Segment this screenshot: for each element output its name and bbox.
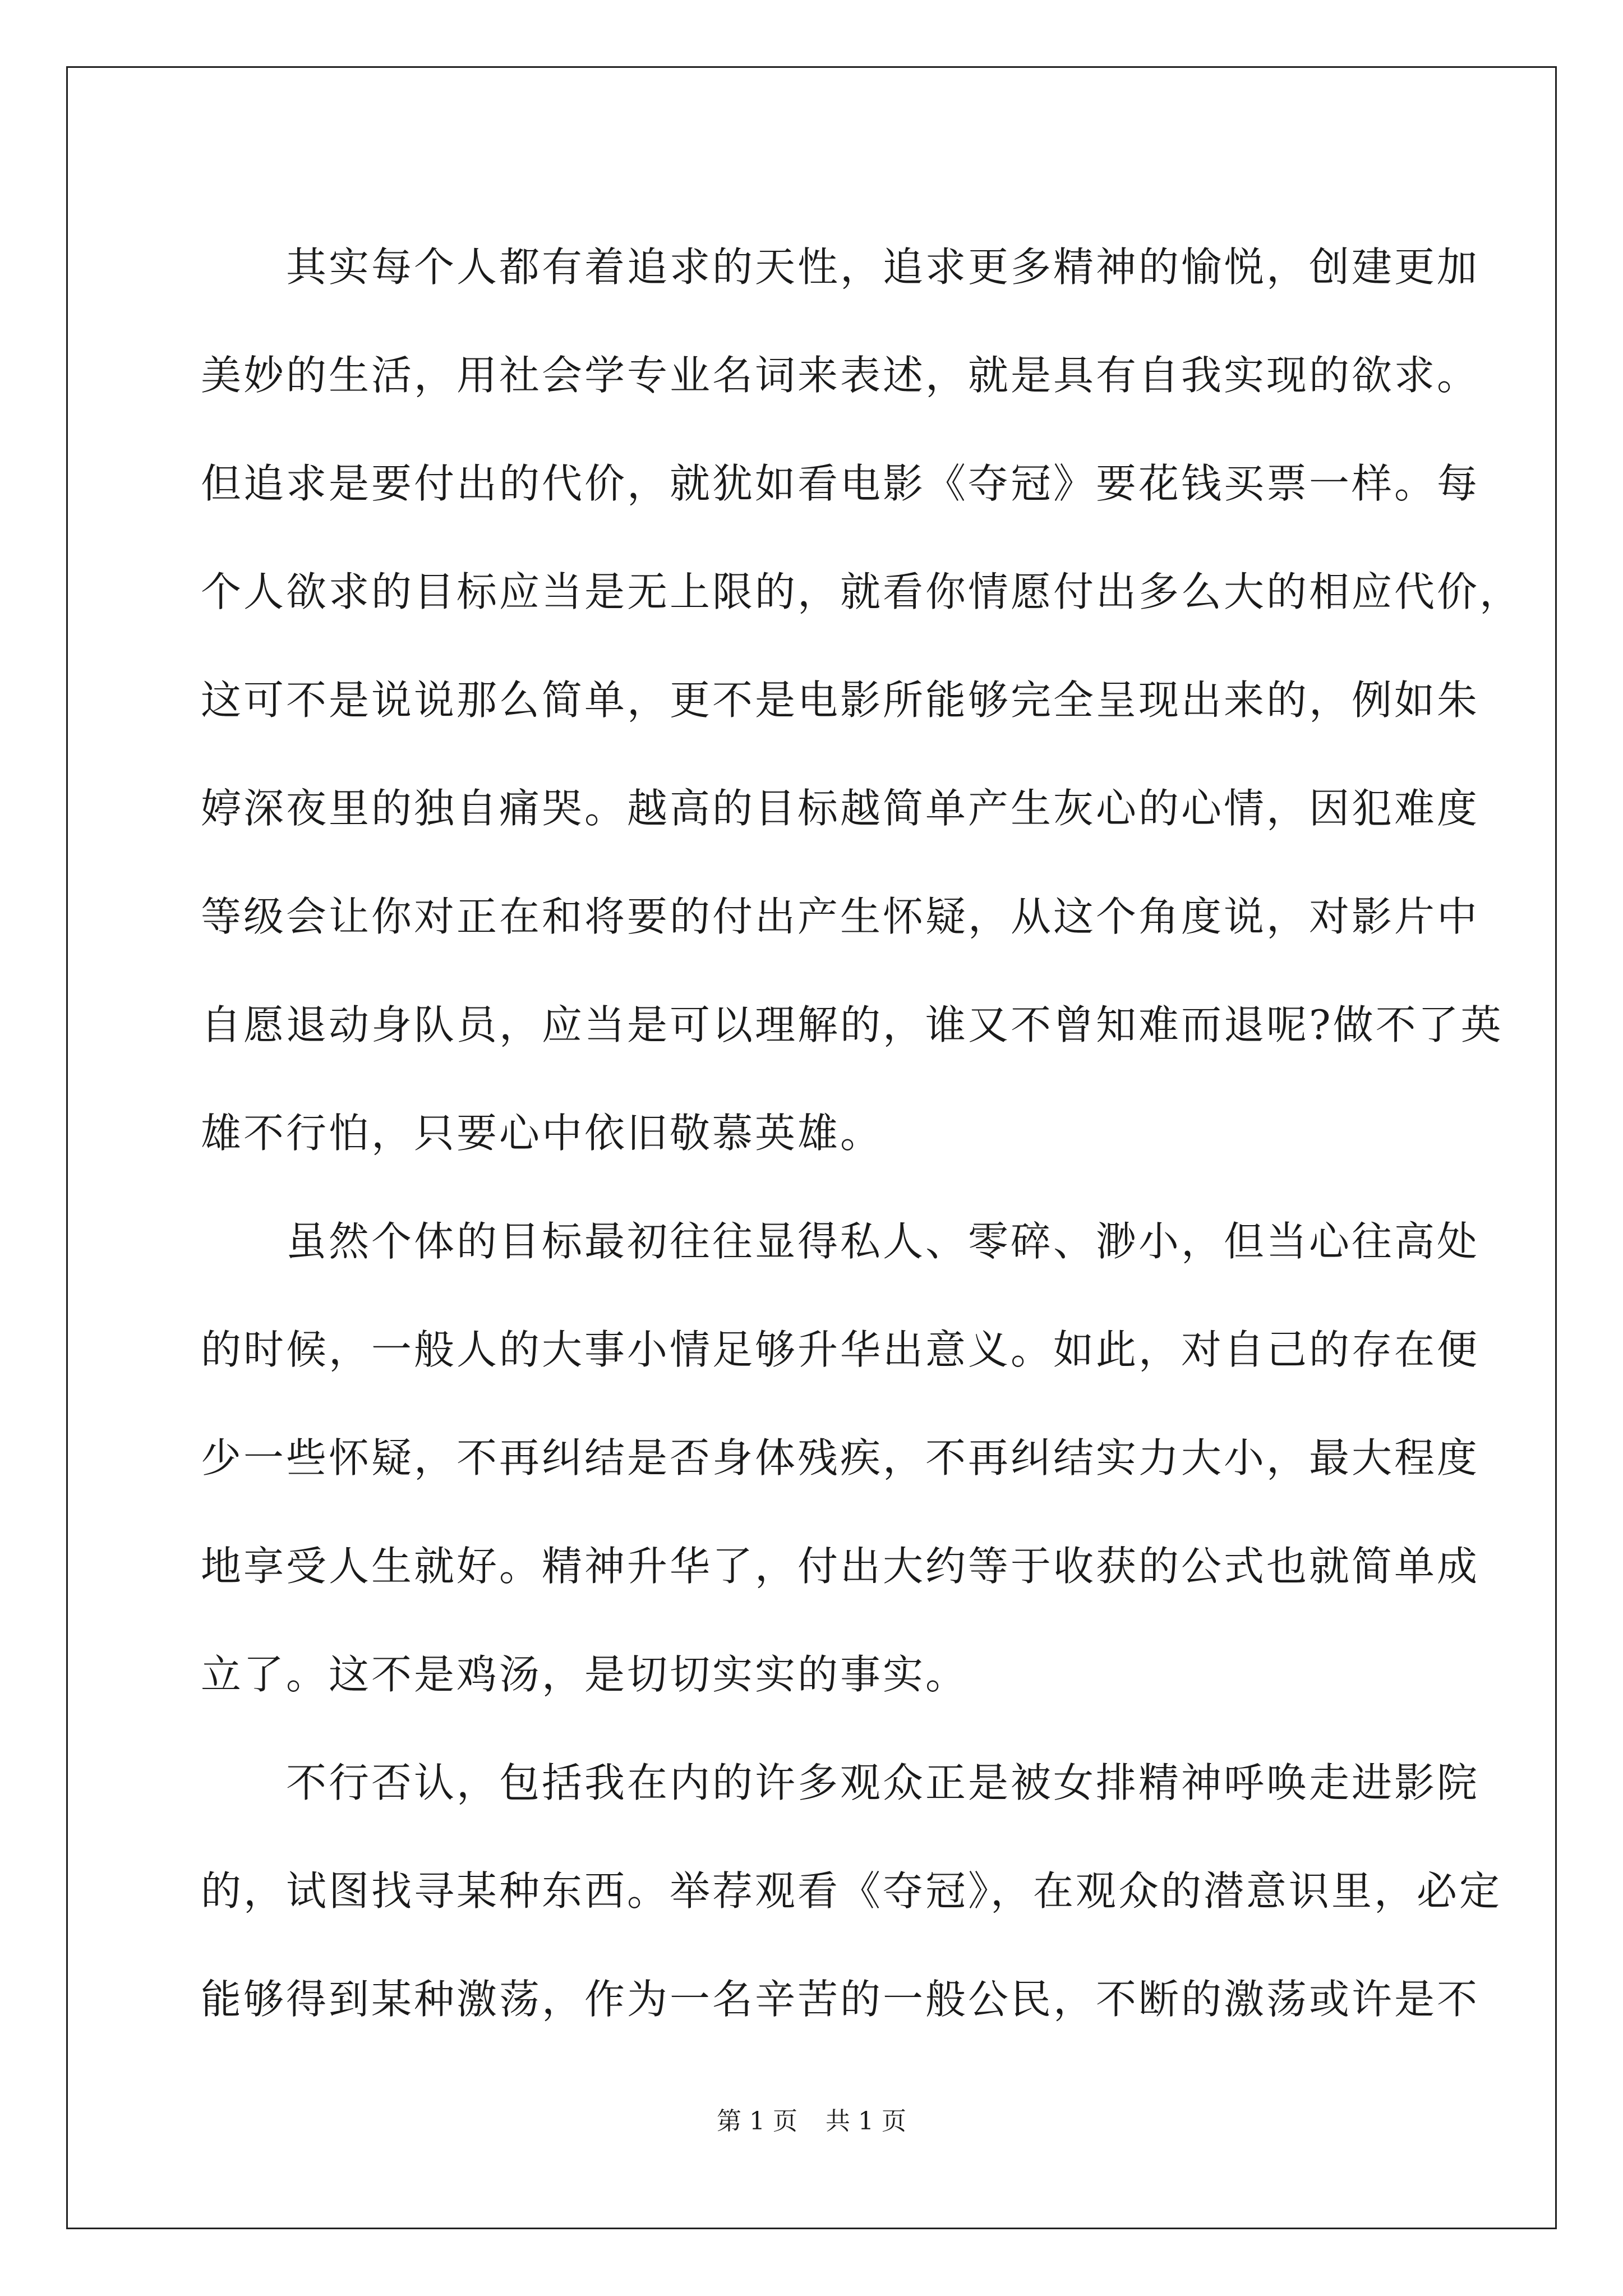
document-body [201,213,1523,2054]
text-line: 其实每个人都有着追求的天性，追求更多精神的愉悦，创建更加 [201,243,1480,291]
text-line: 不行否认，包括我在内的许多观众正是被女排精神呼唤走进影院 [201,1759,1480,1806]
text-line: 自愿退动身队员，应当是可以理解的，谁又不曾知难而退呢?做不了英 [201,1001,1504,1048]
text-line: 雄不行怕，只要心中依旧敬慕英雄。 [201,1110,883,1157]
text-line: 美妙的生活，用社会学专业名词来表述，就是具有自我实现的欲求。 [201,352,1480,399]
text-line: 地享受人生就好。精神升华了，付出大约等于收获的公式也就简单成 [201,1543,1480,1590]
text-line: 能够得到某种激荡，作为一名辛苦的一般公民，不断的激荡或许是不 [201,1976,1480,2023]
text-line: 这可不是说说那么简单，更不是电影所能够完全呈现出来的，例如朱 [201,677,1480,724]
text-line: 婷深夜里的独自痛哭。越高的目标越简单产生灰心的心情，因犯难度 [201,785,1480,832]
text-line: 的，试图找寻某种东西。举荐观看《夺冠》，在观众的潜意识里，必定 [201,1867,1502,1915]
paragraph-1 [201,213,1523,1188]
text-line: 立了。这不是鸡汤，是切切实实的事实。 [201,1651,969,1698]
text-line: 虽然个体的目标最初往往显得私人、零碎、渺小，但当心往高处 [201,1218,1480,1265]
text-line: 等级会让你对正在和将要的付出产生怀疑，从这个角度说，对影片中 [201,893,1480,940]
paragraph-2 [201,1188,1480,1729]
page-number: 第 1 页 [717,2107,797,2136]
text-line: 少一些怀疑，不再纠结是否身体残疾，不再纠结实力大小，最大程度 [201,1434,1480,1481]
text-line: 但追求是要付出的代价，就犹如看电影《夺冠》要花钱买票一样。每 [201,460,1480,507]
page-total: 共 1 页 [826,2107,906,2136]
page-footer [0,2105,1623,2138]
text-line: 个人欲求的目标应当是无上限的，就看你情愿付出多么大的相应代价， [201,568,1523,615]
paragraph-3 [201,1729,1502,2054]
text-line: 的时候，一般人的大事小情足够升华出意义。如此，对自己的存在便 [201,1326,1480,1373]
